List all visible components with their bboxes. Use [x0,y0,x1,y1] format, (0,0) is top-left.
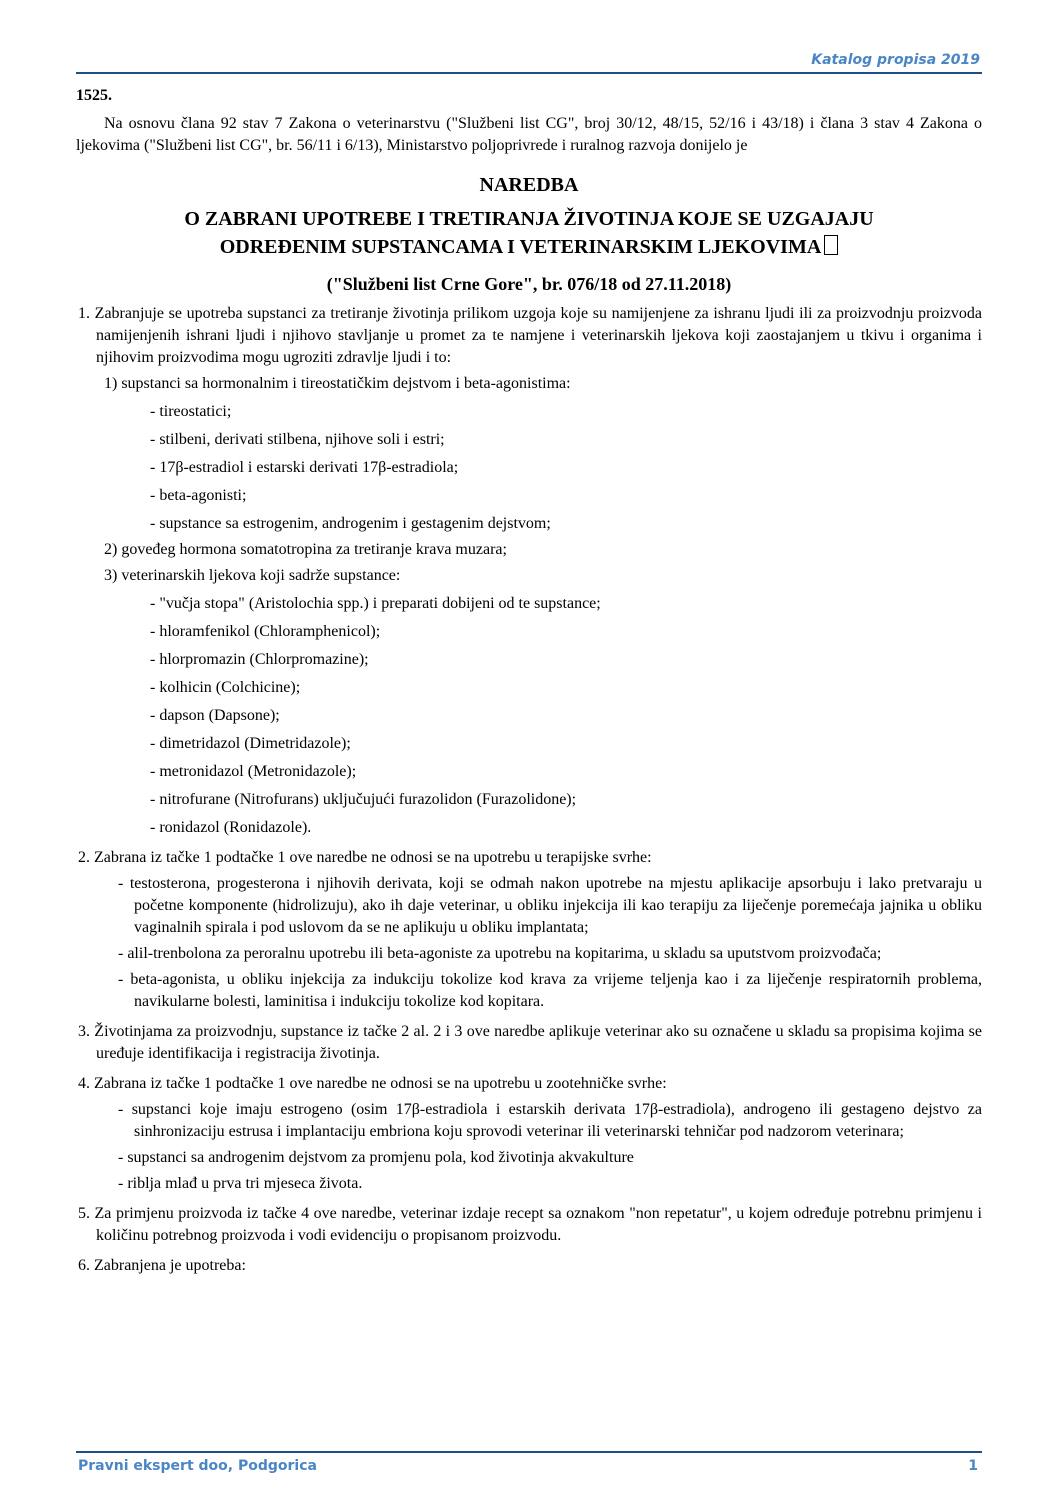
document-title: NAREDBA [479,174,579,196]
subtitle-line-1: O ZABRANI UPOTREBE I TRETIRANJA ŽIVOTINJA KOJE SE UZGAJAJU [184,208,874,230]
list-item: - supstanci koje imaju estrogeno (osim 17β-estradiola i estarskih derivata 17β-estradiola), androgeno ili gestageno dejstvo za sinhronizaciju estrusa i implantaciju embriona koju sprovodi veterinar ili veterinarski tehničar pod nadzorom veterinara; [118,1101,982,1140]
item-6: 6. Zabranjena je upotreba: [78,1257,246,1274]
list-item: - alil-trenbolona za peroralnu upotrebu ili beta-agoniste za upotrebu na kopitarima, u skladu sa uputstvom proizvođača; [118,945,882,962]
subitem-1: 1) supstanci sa hormonalnim i tireostatičkim dejstvom i beta-agonistima: [104,375,571,392]
list-item: - hloramfenikol (Chloramphenicol); [150,623,381,640]
item-4: 4. Zabrana iz tačke 1 podtačke 1 ove naredbe ne odnosi se na upotrebu u zootehničke svrhe: [78,1075,667,1092]
list-item: - 17β-estradiol i estarski derivati 17β-estradiola; [150,459,459,476]
item-5: 5. Za primjenu proizvoda iz tačke 4 ove naredbe, veterinar izdaje recept sa oznakom "non repetatur", u kojem određuje potrebnu primjenu i količinu potrebnog proizvoda i vodi evidenciju o propisanom proizvodu. [78,1205,982,1244]
list-item: - dimetridazol (Dimetridazole); [150,735,351,752]
regulation-number: 1525. [76,87,112,104]
list-item: - supstance sa estrogenim, androgenim i gestagenim dejstvom; [150,515,551,532]
list-item: - beta-agonisti; [150,487,247,504]
document-subtitle [76,205,982,261]
page-number: 1 [968,1458,978,1474]
gazette-reference: ("Službeni list Crne Gore", br. 076/18 od 27.11.2018) [326,274,732,294]
list-item: - ronidazol (Ronidazole). [150,819,312,836]
list-item: - metronidazol (Metronidazole); [150,763,357,780]
list-item: - riblja mlađ u prva tri mjeseca života. [118,1175,363,1192]
subitem-3: 3) veterinarskih ljekova koji sadrže supstance: [104,567,401,584]
list-item: - dapson (Dapsone); [150,707,280,724]
document-body [76,85,982,1277]
list-item: - stilbeni, derivati stilbena, njihove soli i estri; [150,431,445,448]
list-item: - hlorpromazin (Chlorpromazine); [150,651,369,668]
list-item: - supstanci sa androgenim dejstvom za promjenu pola, kod životinja akvakulture [118,1149,634,1166]
subtitle-line-2: ODREĐENIM SUPSTANCAMA I VETERINARSKIM LJEKOVIMA [219,236,822,258]
item-1: 1. Zabranjuje se upotreba supstanci za tretiranje životinja prilikom uzgoja koje su namijenjene za ishranu ljudi ili za proizvodnju proizvoda namijenjenih ishrani ljudi i njihovo stavljanje u promet za te namjene i veterinarskih ljekova koji zaostajanjem u tkivu i organima i njihovim proizvodima mogu ugroziti zdravlje ljudi i to: [78,305,982,366]
catalog-title: Katalog propisa 2019 [811,52,980,68]
subitem-2: 2) goveđeg hormona somatotropina za tretiranje krava muzara; [104,541,507,558]
list-item: - testosterona, progesterona i njihovih derivata, koji se odmah nakon upotrebe na mjestu aplikacije apsorbuju i lako pretvaraju u početne komponente (hidrolizuju), ako ih daje veterinar, u obliku injekcija ili kao terapiju za liječenje poremećaja jajnika u obliku vaginalnih spirala i pod uslovom da se ne aplikuju u obliku implantata; [118,875,982,936]
list-item: - "vučja stopa" (Aristolochia spp.) i preparati dobijeni od te supstance; [150,595,601,612]
list-item: - nitrofurane (Nitrofurans) uključujući furazolidon (Furazolidone); [150,791,577,808]
footer-publisher: Pravni ekspert doo, Podgorica [78,1458,317,1474]
item-3: 3. Životinjama za proizvodnju, supstance iz tačke 2 al. 2 i 3 ove naredbe aplikuje veterinar ako su označene u skladu sa propisima kojima se uređuje identifikacija i registracija životinja. [78,1023,982,1062]
item-2: 2. Zabrana iz tačke 1 podtačke 1 ove naredbe ne odnosi se na upotrebu u terapijske svrhe: [78,849,652,866]
header-divider [76,72,982,74]
list-item: - beta-agonista, u obliku injekcija za indukciju tokolize kod krava za vrijeme teljenja kao i za liječenje respiratornih problema, navikularne bolesti, laminitisa i indukciju tokolize kod kopitara. [118,971,982,1010]
missing-glyph-icon [824,235,838,255]
list-item: - tireostatici; [150,403,232,420]
footer-divider [76,1451,982,1453]
preamble: Na osnovu člana 92 stav 7 Zakona o veterinarstvu ("Službeni list CG", broj 30/12, 48/15, 52/16 i 43/18) i člana 3 stav 4 Zakona o ljekovima ("Službeni list CG", br. 56/11 i 6/13), Ministarstvo poljoprivrede i ruralnog razvoja donijelo je [76,115,982,154]
list-item: - kolhicin (Colchicine); [150,679,301,696]
